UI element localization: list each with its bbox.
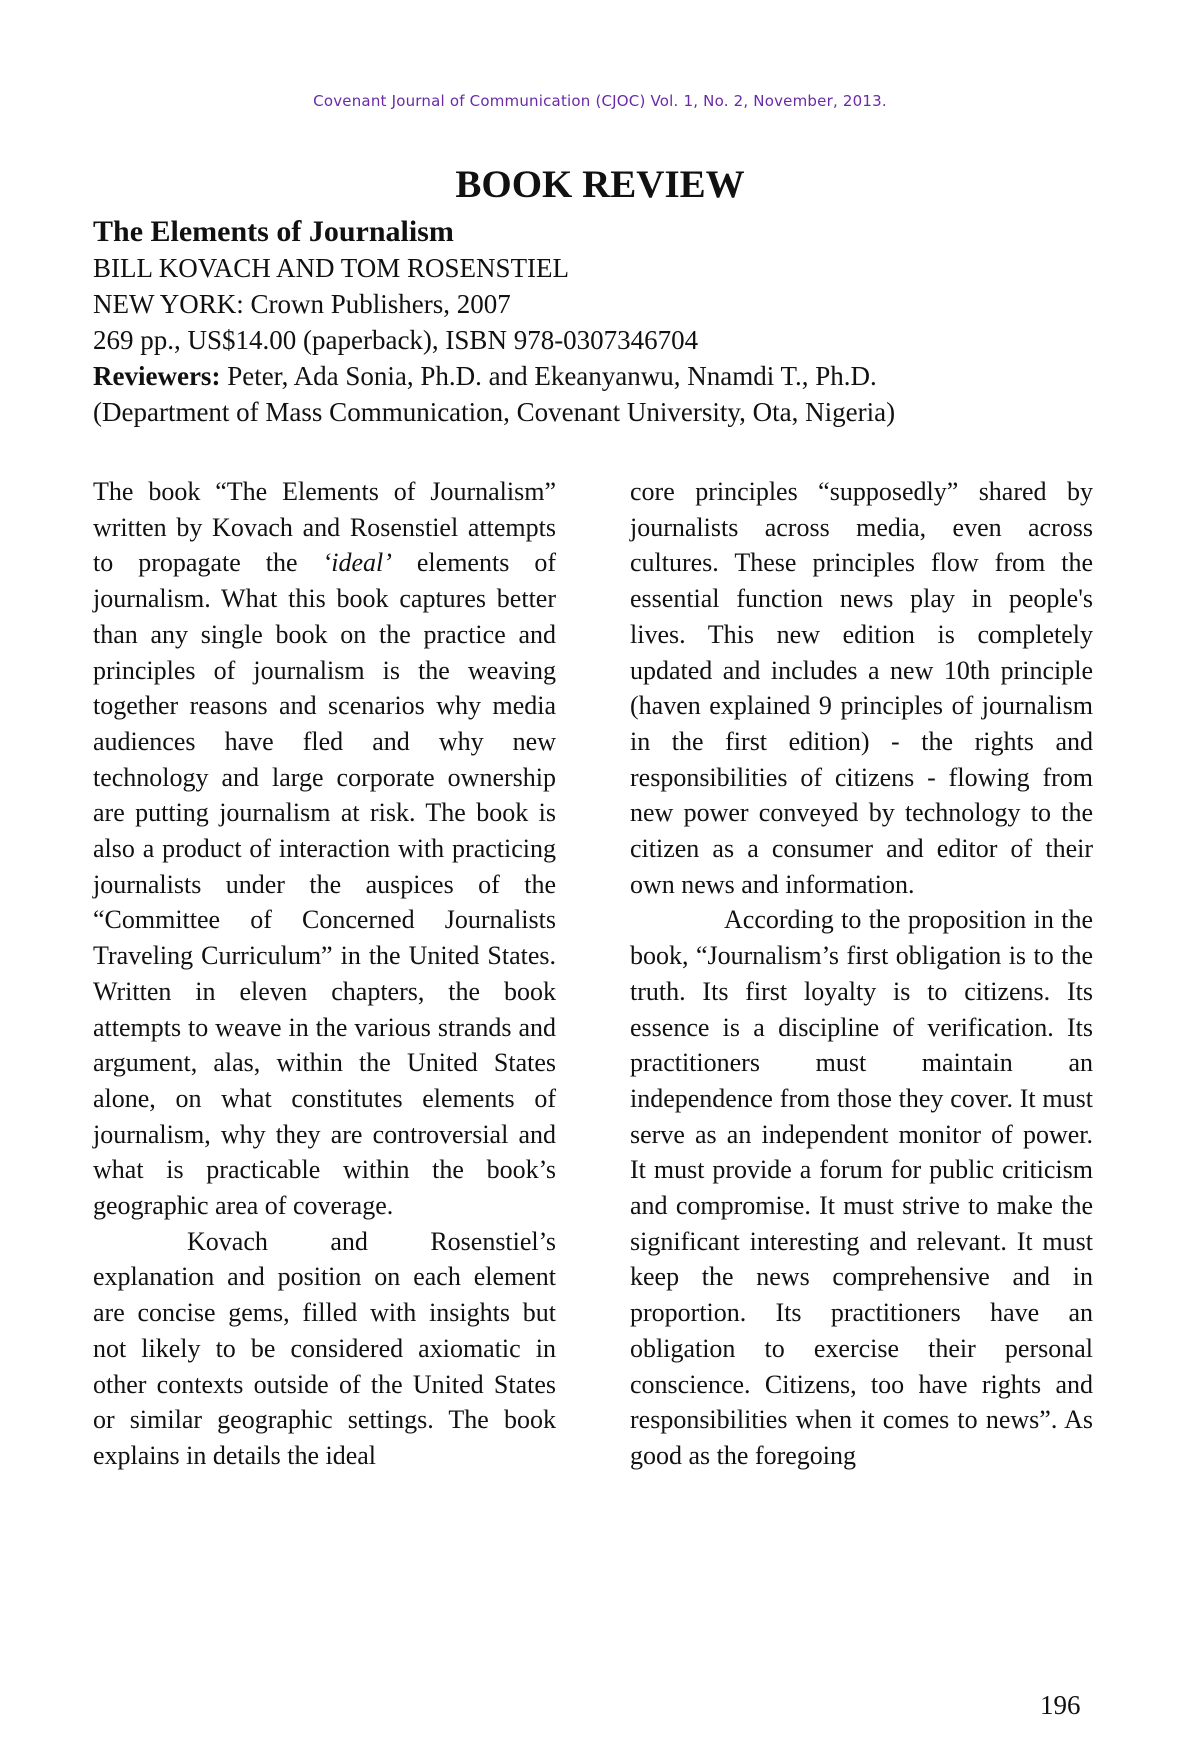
section-heading: BOOK REVIEW <box>455 163 745 206</box>
left-paragraph-1 <box>93 474 556 1224</box>
right-column <box>630 474 1093 1474</box>
right-paragraph-1: core principles “supposedly” shared by journalists across media, even across cultures. These principles flow from the essential function news play in people's lives. This new edition is completely updated and includes a new 10th principle (haven explained 9 principles of journalism in the first edition) - the rights and responsibilities of citizens - flowing from new power conveyed by technology to the citizen as a consumer and editor of their own news and information. <box>630 477 1093 899</box>
running-header: Covenant Journal of Communication (CJOC) Vol. 1, No. 2, November, 2013. <box>313 92 887 110</box>
reviewers-affiliation: (Department of Mass Communication, Covenant University, Ota, Nigeria) <box>93 397 896 427</box>
ideal-emphasis: ‘ideal’ <box>322 548 392 578</box>
book-metadata <box>93 214 1113 430</box>
left-column <box>93 474 556 1474</box>
book-publisher: NEW YORK: Crown Publishers, 2007 <box>93 289 511 319</box>
right-paragraph-2: According to the proposition in the book, “Journalism’s first obligation is to the truth. Its first loyalty is to citizens. Its essence is a discipline of verification. Its practitioners must maintain an independence from those they cover. It must serve as an independent monitor of power. It must provide a forum for public criticism and compromise. It must strive to make the significant interesting and relevant. It must keep the news comprehensive and in proportion. Its practitioners have an obligation to exercise their personal conscience. Citizens, too have rights and responsibilities when it comes to news”. As good as the foregoing <box>630 905 1093 1470</box>
reviewers-label: Reviewers: <box>93 361 221 391</box>
left-paragraph-1-rest: elements of journalism. What this book captures better than any single book on the practice and principles of journalism is the weaving together reasons and scenarios why media audiences have fled and why new technology and large corporate ownership are putting journalism at risk. The book is also a product of interaction with practicing journalists under the auspices of the “Committee of Concerned Journalists Traveling Curriculum” in the United States. Written in eleven chapters, the book attempts to weave in the various strands and argument, alas, within the United States alone, on what constitutes elements of journalism, why they are controversial and what is practicable within the book’s geographic area of coverage. <box>93 548 556 1221</box>
page-number: 196 <box>1040 1690 1081 1720</box>
left-paragraph-1-start: The book “The Elements of Journalism” written by Kovach and Rosenstiel attempts to propagate the <box>93 477 556 578</box>
book-details: 269 pp., US$14.00 (paperback), ISBN 978-0307346704 <box>93 325 699 355</box>
reviewers-line <box>93 358 1113 394</box>
reviewers-names: Peter, Ada Sonia, Ph.D. and Ekeanyanwu, Nnamdi T., Ph.D. <box>220 361 877 391</box>
book-title: The Elements of Journalism <box>93 215 454 248</box>
left-paragraph-2: Kovach and Rosenstiel’s explanation and position on each element are concise gems, filled with insights but not likely to be considered axiomatic in other contexts outside of the United States or similar geographic settings. The book explains in details the ideal <box>93 1226 556 1470</box>
book-authors: BILL KOVACH AND TOM ROSENSTIEL <box>93 253 570 283</box>
